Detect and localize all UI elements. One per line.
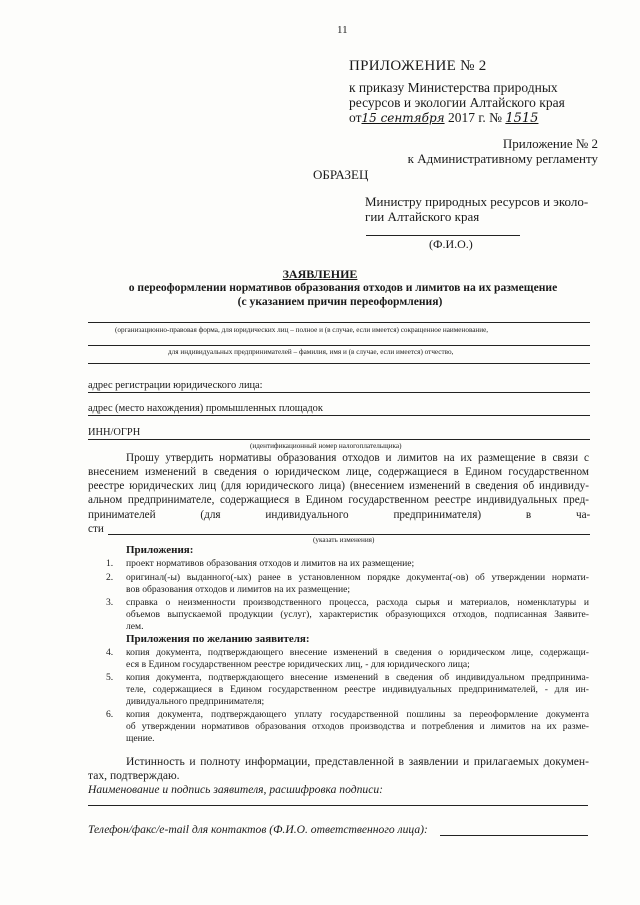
attachment-5-line-3: дивидуального предпринимателя; — [126, 696, 265, 707]
applicant-name-line-1 — [88, 322, 590, 323]
from-label: от — [349, 110, 362, 125]
addressee-line-1: Министру природных ресурсов и эколо- — [365, 194, 589, 209]
handwritten-date: 15 сентября — [361, 111, 445, 125]
attachment-6-line-1: копия документа, подтверждающего уплату государственной пошлины за переоформление документа — [126, 709, 589, 720]
appendix-title: ПРИЛОЖЕНИЕ № 2 — [349, 58, 487, 74]
attachment-5-line-2: теле, содержащиеся в Едином государственном реестре индивидуальных предпринимателей, - для ин- — [126, 684, 589, 695]
inn-caption: (идентификационный номер налогоплательщика) — [250, 442, 402, 450]
statement-subtitle-2: (с указанием причин переоформления) — [237, 295, 443, 308]
attachment-number-3: 3. — [106, 597, 114, 608]
appendix-line-1: к приказу Министерства природных — [349, 80, 558, 95]
year-number-label: 2017 г. № — [447, 110, 502, 125]
legal-address-label: адрес регистрации юридического лица: — [88, 380, 263, 391]
handwritten-number: 1515 — [505, 111, 539, 126]
request-line-4: альном предпринимателе, содержащиеся в Едином государственном реестре индивидуальных пред- — [88, 494, 589, 506]
signature-label: Наименование и подпись заявителя, расшифровка подписи: — [88, 783, 384, 796]
attachment-4-line-2: еся в Едином государственном реестре юридических лиц, - для юридического лица; — [126, 659, 470, 670]
signature-line[interactable] — [88, 805, 588, 806]
attachment-4-line-1: копия документа, подтверждающего внесение изменений в сведения о юридическом лице, содержащи- — [126, 647, 589, 658]
inn-label: ИНН/ОГРН — [88, 427, 141, 438]
optional-attachments-heading: Приложения по желанию заявителя: — [126, 633, 310, 645]
request-line-2: внесением изменений в сведения о юридическом лице, содержащиеся в Едином государственном — [88, 466, 589, 478]
addressee-line-2: гии Алтайского края — [365, 209, 480, 224]
applicant-name-line-2 — [88, 345, 590, 346]
inn-line[interactable] — [88, 439, 590, 440]
change-details-line[interactable] — [108, 534, 590, 535]
change-caption: (указать изменения) — [313, 536, 375, 544]
attachment-6-line-3: щение. — [126, 733, 155, 744]
attachment-2-line-1: оригинал(-ы) выданного(-ых) ранее в установленном порядке документа(-ов) об утверждении нормати- — [126, 572, 589, 583]
attachment-2-line-2: вов образования отходов и лимитов на их размещение; — [126, 584, 351, 595]
contact-line[interactable] — [440, 835, 588, 836]
request-line-5: принимателей (для индивидуального предпринимателя) в ча- — [88, 509, 591, 521]
page-number: 11 — [337, 24, 348, 36]
applicant-name-line-3 — [88, 363, 590, 364]
sites-address-label: адрес (место нахождения) промышленных площадок — [88, 403, 323, 414]
request-line-6: сти — [88, 523, 104, 535]
attachment-3-line-3: лем. — [126, 621, 144, 632]
attachment-number-2: 2. — [106, 572, 114, 583]
attachments-heading: Приложения: — [126, 544, 194, 556]
regulation-line-1: Приложение № 2 — [502, 136, 598, 151]
fio-caption: (Ф.И.О.) — [429, 237, 473, 251]
contact-label: Телефон/факс/e-mail для контактов (Ф.И.О. ответственного лица): — [88, 823, 428, 836]
attachment-5-line-1: копия документа, подтверждающего внесение изменений в сведения об индивидуальном предпринима- — [126, 672, 589, 683]
attachment-number-1: 1. — [106, 558, 114, 569]
attachment-number-6: 6. — [106, 709, 114, 720]
request-line-1: Прошу утвердить нормативы образования отходов и лимитов на их размещение в связи с — [126, 452, 589, 464]
regulation-line-2: к Административному регламенту — [407, 151, 598, 166]
attachment-3-line-2: объемов выпускаемой продукции (услуг), характеристик образующихся отходов, подписанная Заявите- — [126, 609, 589, 620]
attachment-1-line-1: проект нормативов образования отходов и лимитов на их размещение; — [126, 558, 415, 569]
attachment-6-line-2: об утверждении нормативов образования отходов производства и потребления и лимитов на их разме- — [126, 721, 589, 732]
appendix-date-line — [349, 110, 538, 126]
confirmation-line-2: тах, подтверждаю. — [88, 769, 180, 782]
addressee-name-line — [366, 235, 520, 236]
appendix-line-2: ресурсов и экологии Алтайского края — [349, 95, 565, 110]
sites-address-line[interactable] — [88, 415, 590, 416]
legal-address-line[interactable] — [88, 392, 590, 393]
sample-label: ОБРАЗЕЦ — [313, 167, 369, 182]
confirmation-line-1: Истинность и полноту информации, представленной в заявлении и прилагаемых докумен- — [126, 755, 589, 768]
statement-subtitle-1: о переоформлении нормативов образования отходов и лимитов на их размещение — [128, 281, 558, 294]
attachment-number-4: 4. — [106, 647, 114, 658]
individual-caption: для индивидуальных предпринимателей – фамилия, имя и (в случае, если имеется) отчество, — [168, 348, 454, 356]
statement-title: ЗАЯВЛЕНИЕ — [282, 267, 358, 281]
request-line-3: реестре юридических лиц (для юридического лица) (внесением изменений в сведения об индивиду- — [88, 480, 589, 492]
org-form-caption: (организационно-правовая форма, для юридических лиц – полное и (в случае, если имеется) сокращенное наименование, — [115, 326, 489, 334]
attachment-number-5: 5. — [106, 672, 114, 683]
attachment-3-line-1: справка о неизменности производственного процесса, расхода сырья и материалов, номенклатуры и — [126, 597, 589, 608]
